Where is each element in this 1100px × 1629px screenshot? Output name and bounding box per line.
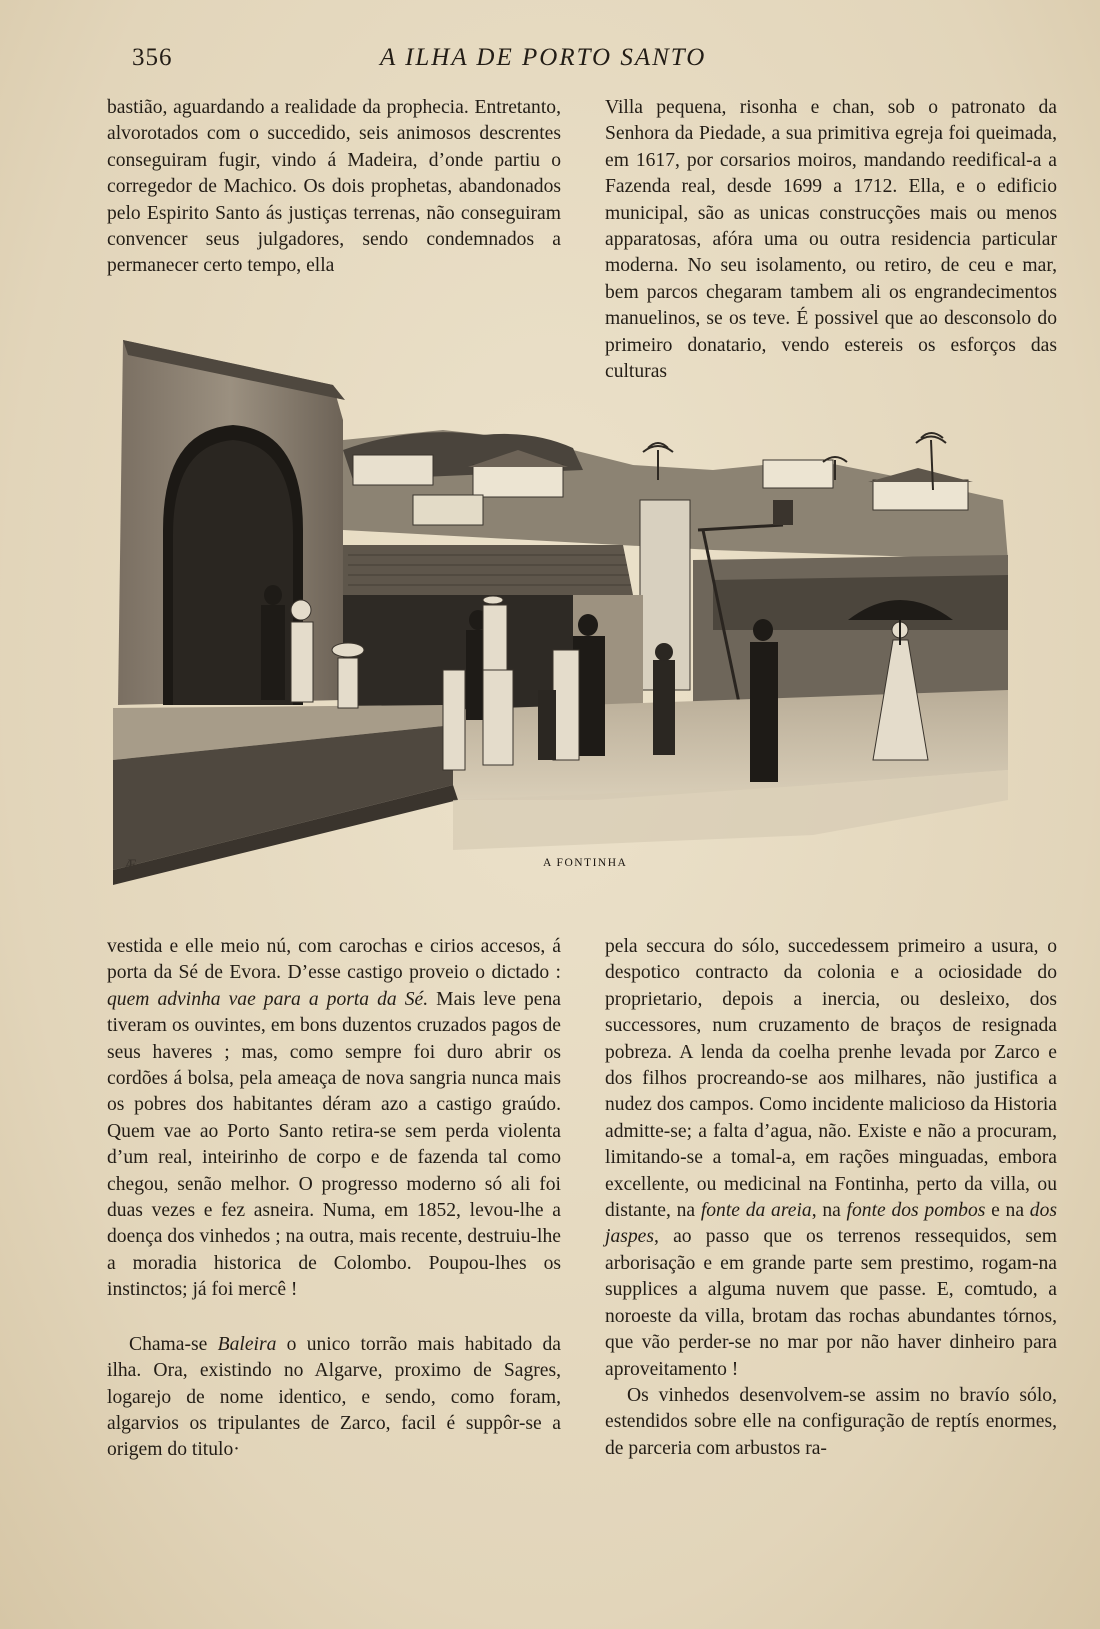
figure-caption: A FONTINHA [543,857,628,869]
text-run: o unico torrão mais habitado da ilha. Ora, existindo no Algarve, proximo de Sagres, logarejo de nome identico, e sendo, como foram, algarvios os tripulantes de Zarco, facil é suppôr-se a origem do titulo· [107,1333,561,1461]
text-column-top-left [107,95,561,280]
italic-place: dos jaspes [605,1200,1057,1248]
paragraph: bastião, aguardando a realidade da prophecia. Entretanto, alvorotados com o succedido, seis animosos descrentes conseguiram fugir, vindo á Madeira, d’onde partiu o corregedor de Machico. Os dois prophetas, abandonados pelo Espirito Santo ás justiças terrenas, não conseguiram convencer seus julgadores, sendo condemnados a permanecer certo tempo, ella [107,97,561,277]
paragraph: Os vinhedos desenvolvem-se assim no bravío sólo, estendidos sobre elle na configuração de reptís enormes, de parceria com arbustos ra- [605,1384,1057,1459]
paragraph [107,934,561,1304]
text-run: Mais leve pena tiveram os ouvintes, em bons duzentos cruzados pagos de seus haveres ; mas, como sempre foi duro abrir os cordões á bolsa, pela ameaça de nova sangria nunca mais os pobres dos habitantes déram azo a castigo graúdo. Quem vae ao Porto Santo retira-se sem perda violenta d’um real, inteirinho de corpo e de fazenda tal como chegou, senão melhor. O progresso moderno só ali foi duas vezes e fez asneira. Numa, em 1852, levou-lhe a doença dos vinhedos ; na outra, mais recente, destruiu-lhe a moradia historica de Colombo. Poupou-lhes os instinctos; já foi mercê ! [107,988,561,1301]
engraver-monogram: Æ [123,857,138,874]
italic-quote: quem advinha vae para a porta da Sé. [107,988,429,1010]
text-run: e na [985,1200,1030,1222]
italic-place: fonte da areia [700,1200,812,1222]
text-run: Chama-se [129,1333,218,1355]
running-title: A ILHA DE PORTO SANTO [380,44,707,71]
paragraph [107,1332,561,1464]
page-number: 356 [132,44,173,71]
paragraph [605,934,1057,1383]
text-run: , na [811,1200,847,1222]
paragraph: Villa pequena, risonha e chan, sob o patronato da Senhora da Piedade, a sua primitiva egreja foi queimada, em 1617, por corsarios moiros, mandando reedifical-a a Fazenda real, desde 1699 a 1712. Ella, e o edificio municipal, são as unicas construcções mais ou menos apparatosas, afóra uma ou outra residencia particular moderna. No seu isolamento, ou retiro, de ceu e mar, bem parcos chegaram tambem ali os engrandecimentos manuelinos, se os teve. É possivel que ao desconsolo do primeiro donatario, vendo estereis os esforços das culturas [605,97,1057,383]
text-run: , ao passo que os terrenos ressequidos, sem arborisação e em grande parte sem prestimo, rogam-na supplices a alguma nuvem que passe. E, comtudo, a noroeste da villa, brotam das rochas abundantes tórnos, que vão perder-se no mar por não haver dinheiro para aproveitamento ! [605,1226,1057,1380]
italic-place: fonte dos pombos [846,1200,986,1222]
text-column-bottom-right [605,934,1057,1462]
text-column-bottom-left [107,934,561,1464]
italic-name: Baleira [217,1333,277,1355]
text-run: vestida e elle meio nú, com carochas e cirios accesos, á porta da Sé de Evora. D’esse castigo proveio o dictado : [107,936,561,984]
fontinha-photograph [113,330,1043,925]
text-run: pela seccura do sólo, succedessem primeiro a usura, o despotico contracto da colonia e a ociosidade do proprietario, depois a inercia, ou desleixo, dos successores, num cruzamento de braços de resignada pobreza. A lenda da coelha prenhe levada por Zarco e dos filhos procreando-se aos milhares, não justifica a nudez dos campos. Como incidente malicioso da Historia admitte-se; a falta d’agua, não. Existe e não a procuram, limitando-se a tomal-a, em rações minguadas, embora excellente, ou medicinal na Fontinha, perto da villa, ou distante, na [605,936,1057,1222]
